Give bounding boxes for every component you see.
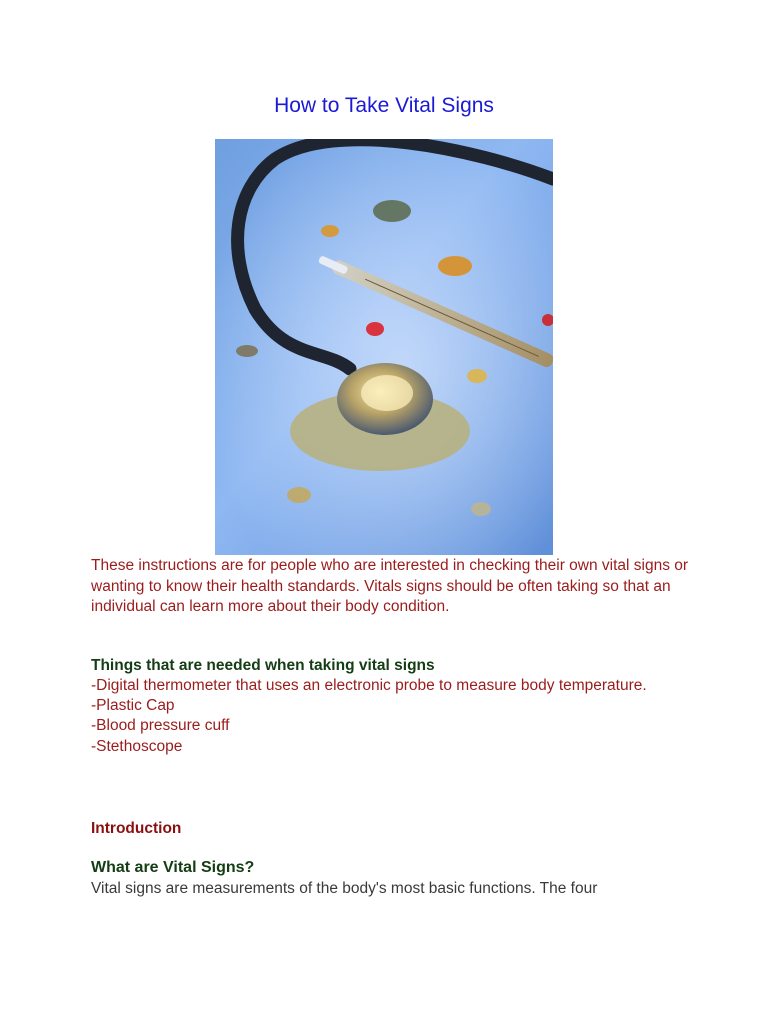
needed-section [91, 656, 691, 757]
needed-item: -Stethoscope [91, 737, 183, 755]
intro-paragraph: These instructions are for people who are interested in checking their own vital signs or wanting to know their health standards. Vitals signs should be often taking so that an individual can learn more about their body condition. [91, 557, 689, 615]
vital-signs-paragraph: Vital signs are measurements of the body's most basic functions. The four [91, 880, 598, 897]
needed-item: -Blood pressure cuff [91, 717, 230, 735]
needed-item: -Digital thermometer that uses an electronic probe to measure body temperature. [91, 677, 647, 694]
needed-heading: Things that are needed when taking vital signs [91, 657, 435, 674]
needed-item: -Plastic Cap [91, 697, 175, 715]
stethoscope-thermometer-image [215, 139, 553, 555]
vital-signs-heading: What are Vital Signs? [91, 859, 255, 876]
introduction-heading: Introduction [91, 820, 182, 837]
page-title: How to Take Vital Signs [274, 94, 494, 117]
